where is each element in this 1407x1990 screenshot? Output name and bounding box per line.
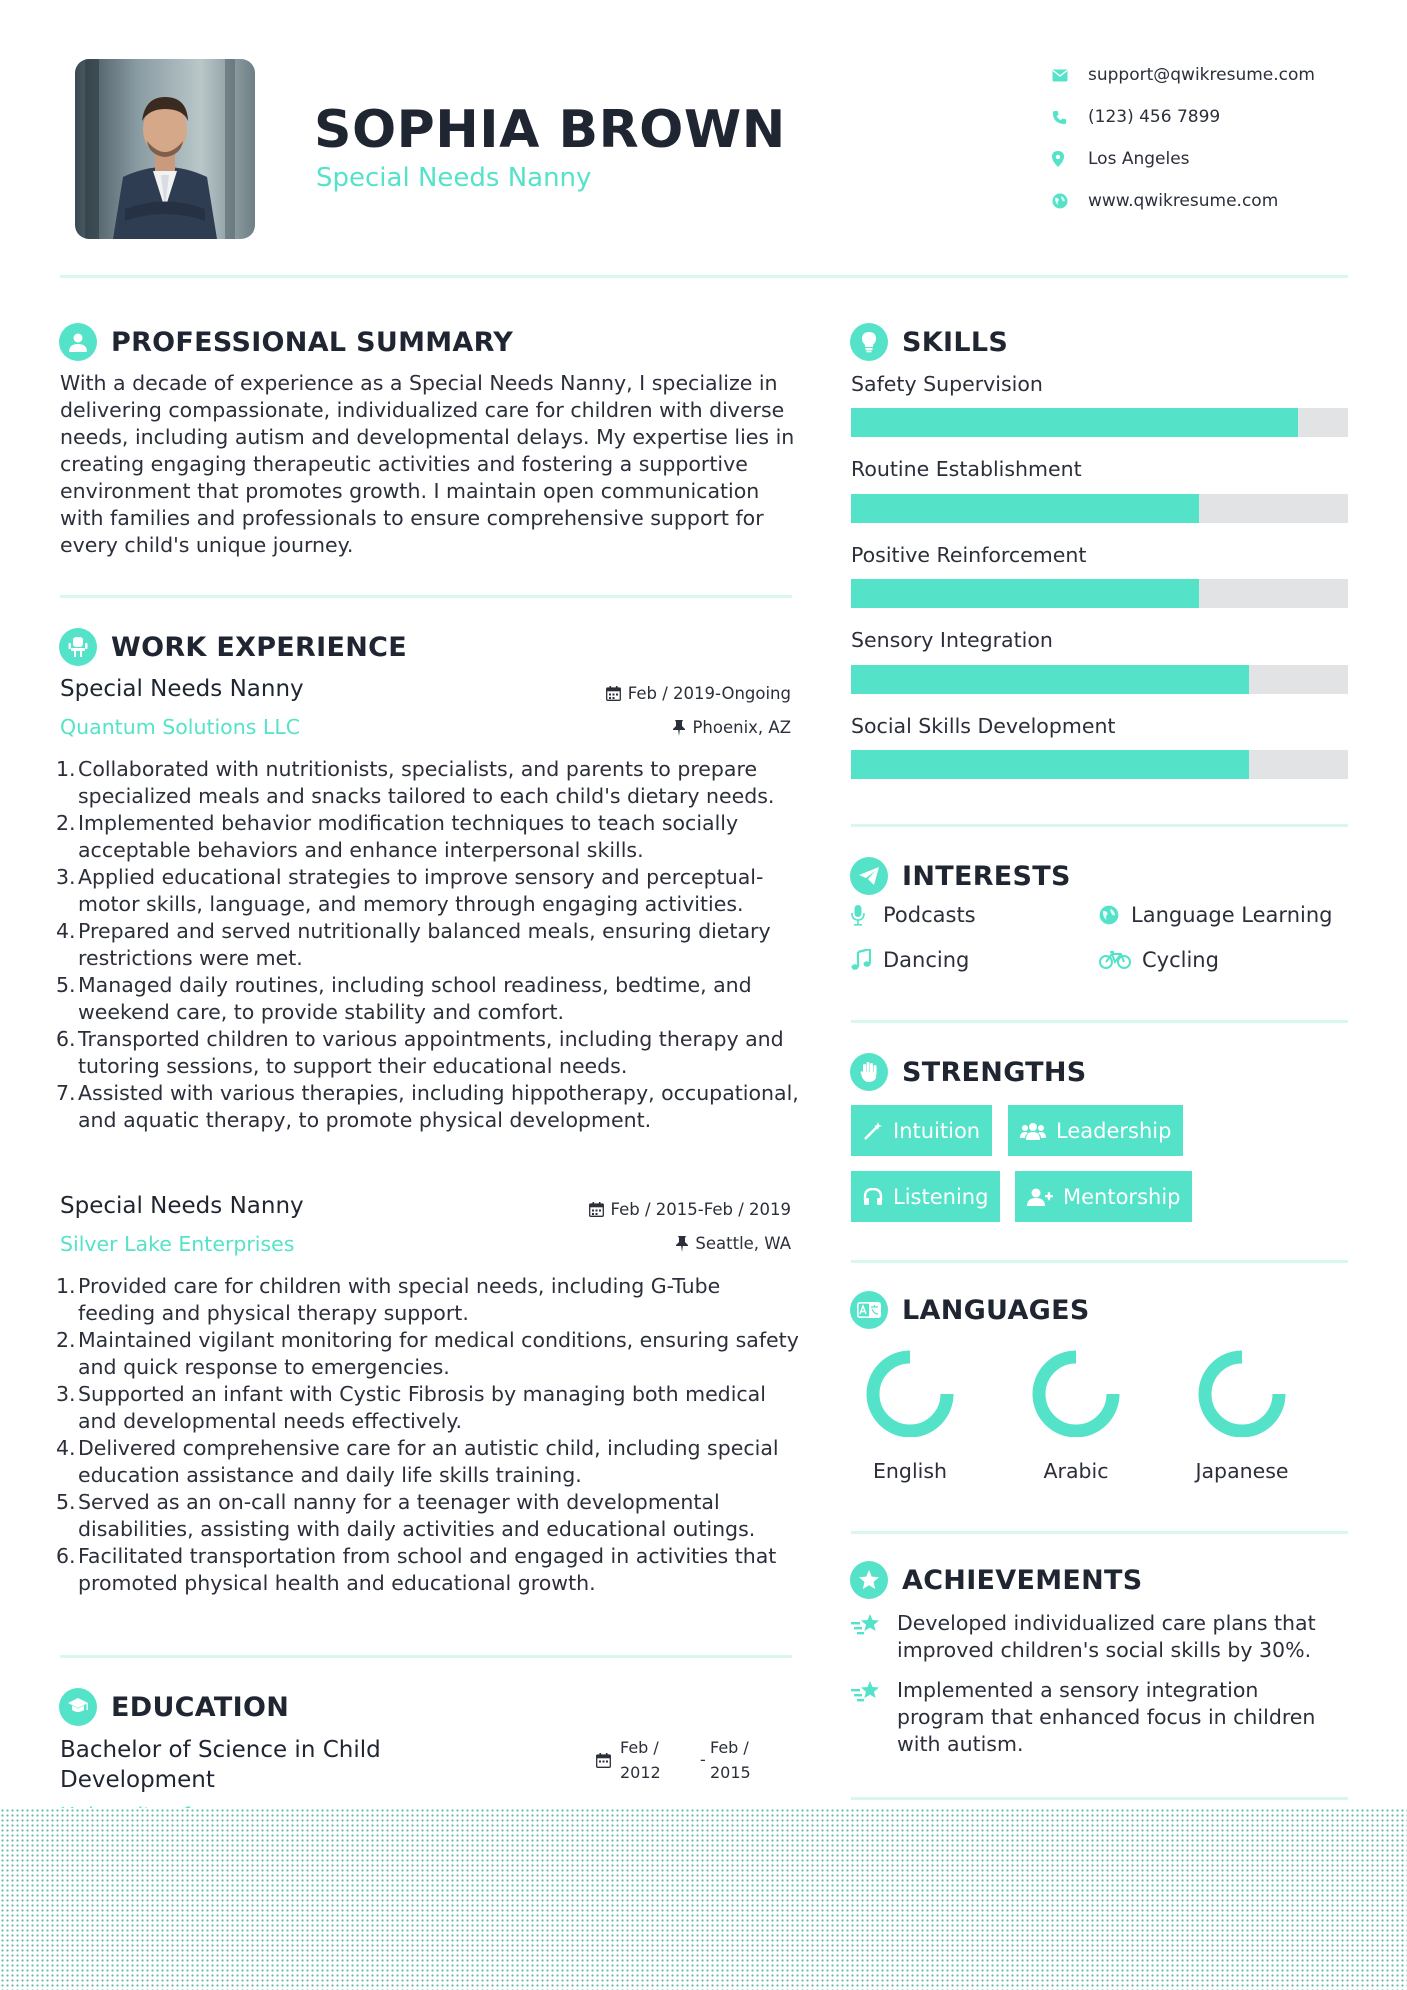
skill-bar [851,750,1348,779]
job-1-company: Quantum Solutions LLC [60,715,301,739]
star-badge-icon [850,1561,888,1599]
achievement-item: Implemented a sensory integration program that enhanced focus in children with autism. [851,1677,1351,1758]
users-icon [1020,1121,1046,1141]
language-ring-arc [1039,1357,1113,1431]
job-2-date-text: Feb / 2015-Feb / 2019 [610,1200,791,1219]
strength-chip: Leadership [1008,1105,1183,1156]
phone-icon [1052,110,1088,125]
edu-date-dash: - [700,1750,706,1769]
experience-heading [59,628,407,666]
experience-divider [60,1655,792,1658]
graduation-cap-icon [59,1688,97,1726]
language-ring [850,1345,970,1441]
list-item: 3. Applied educational strategies to improve sensory and perceptual-motor skills, language, and memory through engaging activities. [56,865,764,916]
list-item: 5. Served as an on-call nanny for a teenager with developmental disabilities, assisting with daily activities and educational outings. [56,1490,756,1541]
headphones-icon [863,1188,883,1206]
contact-location [1052,138,1382,180]
job-2-date [540,1200,791,1219]
chair-icon [59,628,97,666]
calendar-icon [596,1753,611,1772]
language-label: English [872,1459,948,1483]
strength-chip: Mentorship [1015,1171,1192,1222]
achievements-divider [851,1797,1348,1800]
summary-divider [60,595,792,598]
skill-label: Routine Establishment [851,457,1082,481]
pushpin-icon [673,720,685,736]
interest-item: Language Learning [1099,903,1332,927]
skill-bar-fill [851,579,1199,608]
profile-photo [75,59,255,239]
strengths-divider [851,1260,1348,1263]
contact-list [1052,54,1382,222]
languages-divider [851,1531,1348,1534]
job-1-date [540,684,791,703]
music-note-icon [851,949,883,971]
skills-heading [850,323,1008,361]
skill-label: Social Skills Development [851,714,1116,738]
list-item: 3. Supported an infant with Cystic Fibrosis by managing both medical and developmental needs effectively. [56,1382,766,1433]
interests-heading [850,857,1071,895]
list-item: 4. Delivered comprehensive care for an autistic child, including special education assistance and daily life skills training. [56,1436,779,1487]
user-plus-icon [1027,1187,1053,1207]
skills-title: SKILLS [902,326,1009,358]
summary-heading [59,323,513,361]
language-label: Arabic [1043,1459,1109,1483]
email-icon [1052,69,1088,82]
job-2-location-text: Seattle, WA [695,1234,791,1253]
list-item: 6. Transported children to various appointments, including therapy and tutoring sessions, to support their educational needs. [56,1027,784,1078]
contact-website-text: www.qwikresume.com [1088,191,1279,211]
degree-title: Bachelor of Science in Child Development [60,1737,381,1793]
summary-title: PROFESSIONAL SUMMARY [111,326,514,358]
language-ring-arc [1205,1357,1279,1431]
globe-icon [1052,193,1088,209]
contact-phone-text: (123) 456 7899 [1088,107,1221,127]
page-fade-overlay [0,1808,1407,1990]
language-label: Japanese [1195,1459,1289,1483]
job-2-location [540,1234,791,1253]
shooting-star-icon [851,1677,897,1758]
contact-phone[interactable] [1052,96,1382,138]
strengths-title: STRENGTHS [902,1056,1087,1088]
edu-end-date: Feb / 2015 [710,1738,751,1782]
interests-title: INTERESTS [902,860,1071,892]
list-item: 1. Collaborated with nutritionists, specialists, and parents to prepare specialized meals and snacks tailored to each child's dietary needs. [56,757,775,808]
microphone-icon [851,904,883,926]
language-icon [850,1291,888,1329]
skill-bar-fill [851,665,1249,694]
skill-label: Positive Reinforcement [851,543,1087,567]
candidate-name: SOPHIA BROWN [314,100,786,160]
hand-icon [850,1053,888,1091]
language-ring-arc [873,1357,947,1431]
interests-divider [851,1020,1348,1023]
candidate-role: Special Needs Nanny [316,163,592,193]
skill-label: Safety Supervision [851,372,1043,396]
job-2-duties [56,1273,801,1597]
job-1-location-text: Phoenix, AZ [692,718,791,737]
skill-bar [851,579,1348,608]
skill-bar-fill [851,494,1199,523]
language-ring [1016,1345,1136,1441]
skill-bar [851,494,1348,523]
languages-heading [850,1291,1090,1329]
lightbulb-icon [850,323,888,361]
strength-chip: Listening [851,1171,1000,1222]
interest-item: Dancing [851,948,969,972]
list-item: 6. Facilitated transportation from school and engaged in activities that promoted physical health and educational growth. [56,1544,777,1595]
header-divider [60,275,1348,278]
globe-icon [1099,905,1131,925]
list-item: 4. Prepared and served nutritionally balanced meals, ensuring dietary restrictions were met. [56,919,771,970]
contact-email-text: support@qwikresume.com [1088,65,1315,85]
location-pin-icon [1052,151,1088,167]
list-item: 2. Maintained vigilant monitoring for medical conditions, ensuring safety and quick response to emergencies. [56,1328,799,1379]
skill-label: Sensory Integration [851,628,1053,652]
calendar-icon [606,686,621,701]
skills-divider [851,824,1348,827]
interest-item: Podcasts [851,903,976,927]
experience-title: WORK EXPERIENCE [111,631,407,663]
skill-bar-fill [851,408,1298,437]
magic-wand-icon [863,1121,883,1141]
achievement-item: Developed individualized care plans that improved children's social skills by 30%. [851,1610,1351,1664]
languages-title: LANGUAGES [902,1294,1090,1326]
list-item: 5. Managed daily routines, including school readiness, bedtime, and weekend care, to provide stability and comfort. [56,973,752,1024]
job-2-company: Silver Lake Enterprises [60,1232,295,1256]
language-ring [1182,1345,1302,1441]
achievements-title: ACHIEVEMENTS [902,1564,1143,1596]
strengths-heading [850,1053,1087,1091]
skill-bar [851,665,1348,694]
list-item: 1. Provided care for children with special needs, including G-Tube feeding and physical therapy support. [56,1274,721,1325]
education-heading [59,1688,289,1726]
calendar-icon [589,1202,604,1217]
list-item: 2. Implemented behavior modification techniques to teach socially acceptable behaviors and enhance interpersonal skills. [56,811,739,862]
contact-website[interactable] [1052,180,1382,222]
job-1-date-text: Feb / 2019-Ongoing [627,684,791,703]
skill-bar [851,408,1348,437]
skill-bar-fill [851,750,1249,779]
interest-item: Cycling [1099,948,1219,972]
job-1-location [540,718,791,737]
achievements-heading [850,1561,1143,1599]
bicycle-icon [1099,950,1142,970]
list-item: 7. Assisted with various therapies, including hippotherapy, occupational, and aquatic therapy, to promote physical development. [56,1081,799,1132]
education-title: EDUCATION [111,1691,290,1723]
paper-plane-icon [850,857,888,895]
summary-text: With a decade of experience as a Special Needs Nanny, I specialize in delivering compassionate, individualized care for children with diverse needs, including autism and developmental delays. My expertise lies in creating engaging therapeutic activities and fostering a supportive environment that promotes growth. I maintain open communication with families and professionals to ensure comprehensive support for every child's unique journey. [60,371,795,557]
edu-start-date: Feb / 2012 [620,1738,661,1782]
strength-chip: Intuition [851,1105,992,1156]
job-2-title: Special Needs Nanny [60,1193,304,1219]
job-1-duties [56,756,801,1134]
user-icon [59,323,97,361]
job-1-title: Special Needs Nanny [60,676,304,702]
contact-location-text: Los Angeles [1088,149,1190,169]
shooting-star-icon [851,1610,897,1664]
pushpin-icon [676,1236,688,1252]
contact-email[interactable] [1052,54,1382,96]
